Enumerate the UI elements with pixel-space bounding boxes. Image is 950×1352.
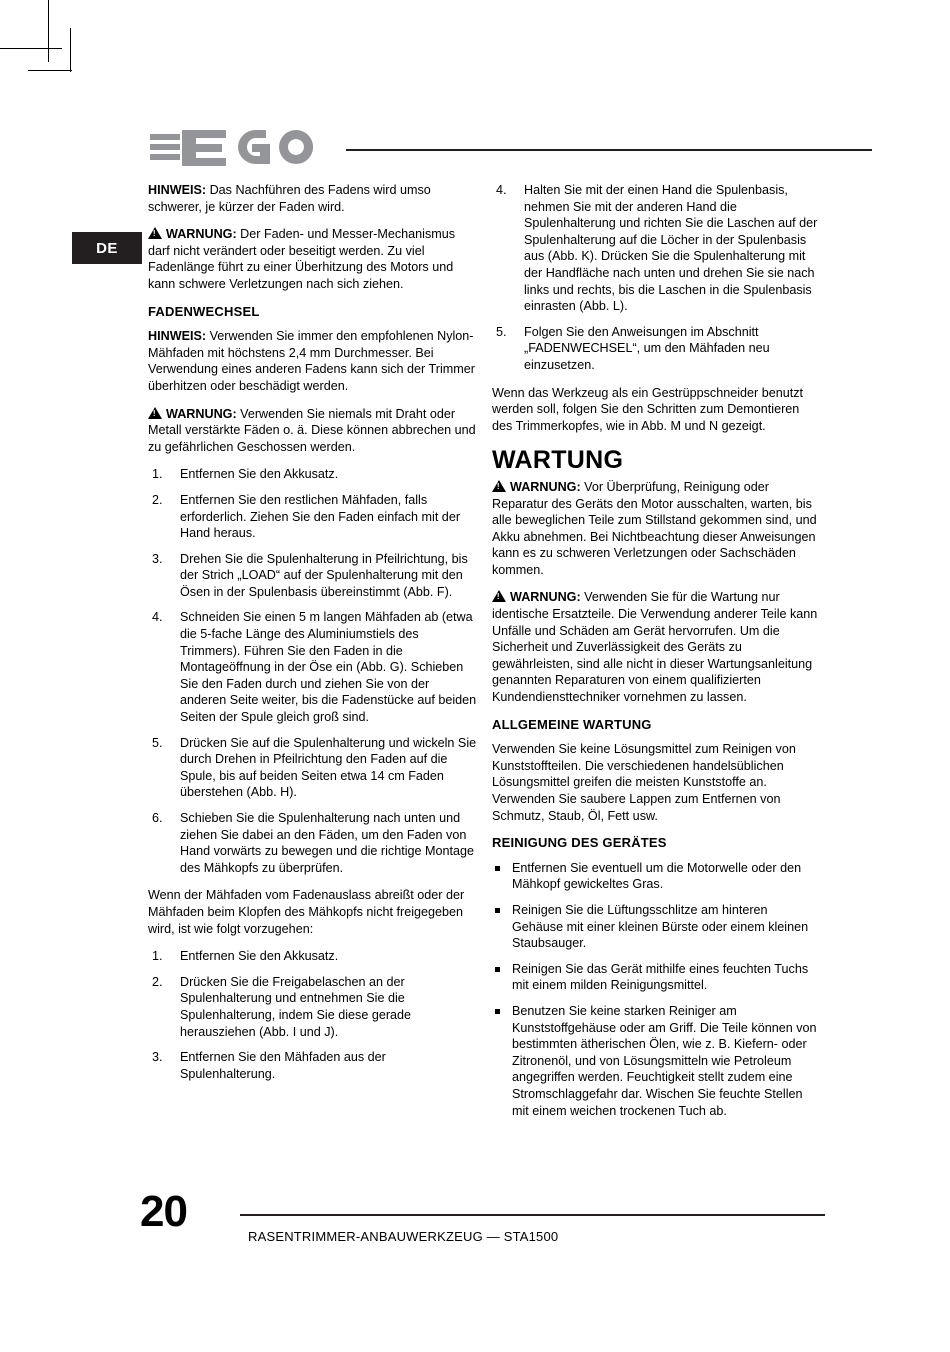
- note-1-label: HINWEIS:: [148, 183, 207, 197]
- footer-rule: [240, 1214, 825, 1216]
- section-heading-allgemeine-wartung: ALLGEMEINE WARTUNG: [492, 716, 652, 732]
- note-1-text: Das Nachführen des Fadens wird umso schwerer, je kürzer der Faden wird.: [148, 183, 431, 214]
- steps-list-a: [148, 466, 478, 876]
- list-item: Drücken Sie die Freigabelaschen an der Spulenhalterung und entnehmen Sie die Spulenhalterung, indem Sie diese gerade herausziehen (Abb. I und J).: [180, 974, 412, 1039]
- list-item: Schieben Sie die Spulenhalterung nach unten und ziehen Sie dabei an den Fäden, um den Faden von Hand vorwärts zu bewegen und die richtige Montage des Mähkopfs zu überprüfen.: [180, 811, 475, 875]
- page-header: [148, 118, 890, 176]
- note-1: [148, 182, 478, 215]
- warning-3-label: WARNUNG:: [510, 479, 581, 494]
- warning-1-text: Der Faden- und Messer-Mechanismus darf nicht verändert oder beseitigt werden. Zu viel Fadenlänge führt zu einer Überhitzung des Motors und kann schwere Verletzungen nach sich ziehen.: [148, 227, 456, 291]
- section-heading-fadenwechsel: FADENWECHSEL: [148, 303, 260, 319]
- list-item: Folgen Sie den Anweisungen im Abschnitt „FADENWECHSEL“, um den Mähfaden neu einzusetzen.: [524, 324, 770, 372]
- left-column: [148, 182, 478, 1093]
- steps-list-b-continued: [492, 182, 822, 374]
- list-item: Halten Sie mit der einen Hand die Spulenbasis, nehmen Sie mit der anderen Hand die Spulenhalterung und richten Sie die Laschen auf der Spulenhalterung auf die Löcher in der Spulenbasis aus (Abb. K). Drücken Sie die Spulenhalterung mit der Handfläche nach unten und drehen Sie sie nach links und rechts, bis die Laschen in die Spulenbasis einrasten (Abb. L).: [524, 183, 818, 314]
- warning-1-label: WARNUNG:: [166, 227, 237, 242]
- paragraph-b: Wenn der Mähfaden vom Fadenauslass abreißt oder der Mähfaden beim Klopfen des Mähkopfs nicht freigegeben wird, ist wie folgt vorzugehen:: [148, 888, 465, 936]
- warning-triangle-icon: [492, 590, 506, 602]
- list-item: Entfernen Sie den restlichen Mähfaden, falls erforderlich. Ziehen Sie den Faden einfach mit der Hand heraus.: [180, 492, 461, 541]
- warning-1: [148, 226, 478, 292]
- page-number: 20: [140, 1187, 187, 1236]
- list-item: Entfernen Sie den Akkusatz.: [180, 949, 339, 964]
- warning-2-text: Verwenden Sie niemals mit Draht oder Metall verstärkte Fäden o. ä. Diese können abbrechen und zu gefährlichen Geschossen werden.: [148, 406, 476, 454]
- note-2-text: Verwenden Sie immer den empfohlenen Nylon-Mähfaden mit höchstens 2,4 mm Durchmesser. Bei Verwendung eines anderen Fadens kann sich der Trimmer überhitzen oder beschädigt werden.: [148, 329, 475, 393]
- list-item: Entfernen Sie den Mähfaden aus der Spulenhalterung.: [180, 1050, 386, 1081]
- list-item: Drücken Sie auf die Spulenhalterung und wickeln Sie durch Drehen in Pfeilrichtung den Faden auf die Spule, bis auf beiden Seiten etwa 14 cm Faden überstehen (Abb. H).: [180, 735, 477, 800]
- warning-triangle-icon: [492, 480, 506, 492]
- language-tab: DE: [72, 232, 142, 264]
- paragraph-d: Verwenden Sie keine Lösungsmittel zum Reinigen von Kunststoffteilen. Die verschiedenen handelsüblichen Lösungsmittel greifen die meisten Kunststoffe an. Verwenden Sie saubere Lappen zum Entfernen von Schmutz, Staub, Öl, Fett usw.: [492, 742, 796, 823]
- steps-list-b: [148, 948, 478, 1082]
- note-2: [148, 328, 478, 394]
- list-item: Entfernen Sie eventuell um die Motorwelle oder den Mähkopf gewickeltes Gras.: [492, 860, 822, 893]
- main-heading-wartung: WARTUNG: [492, 446, 624, 475]
- list-item: Reinigen Sie das Gerät mithilfe eines feuchten Tuchs mit einem milden Reinigungsmittel.: [492, 961, 822, 994]
- warning-3-text: Vor Überprüfung, Reinigung oder Reparatur des Geräts den Motor ausschalten, warten, bis alle beweglichen Teile zum Stillstand gekommen sind, und Akku abnehmen. Bei Nichtbeachtung dieser Anweisungen kann es zu schweren Verletzungen oder Sachschäden kommen.: [492, 479, 817, 577]
- ego-logo: [148, 124, 328, 170]
- list-item: Benutzen Sie keine starken Reiniger am Kunststoffgehäuse oder am Griff. Die Teile können von bestimmten ätherischen Ölen, wie z. B. Kiefern- oder Zitronenöl, und von Lösungsmitteln wie Petroleum angegriffen werden. Feuchtigkeit stellt zudem eine Stromschlaggefahr dar. Wischen Sie feuchte Stellen mit einem weichen trockenen Tuch ab.: [492, 1003, 822, 1119]
- right-column: [492, 182, 822, 1130]
- warning-3: [492, 479, 822, 579]
- list-item: Reinigen Sie die Lüftungsschlitze am hinteren Gehäuse mit einer kleinen Bürste oder einem kleinen Staubsauger.: [492, 902, 822, 952]
- warning-4-label: WARNUNG:: [510, 590, 581, 605]
- header-rule: [346, 149, 872, 151]
- warning-2: [148, 406, 478, 456]
- list-item: Schneiden Sie einen 5 m langen Mähfaden ab (etwa die 5-fache Länge des Aluminiumstiels des Trimmers). Führen Sie den Faden in die Montageöffnung in der Öse ein (Abb. G). Schieben Sie den Faden durch und ziehen Sie von der anderen Seite weiter, bis die Fadenstücke auf beiden Seiten der Spule gleich groß sind.: [180, 610, 477, 725]
- warning-triangle-icon: [148, 407, 162, 419]
- paragraph-c: Wenn das Werkzeug als ein Gestrüppschneider benutzt werden soll, folgen Sie den Schritten zum Demontieren des Trimmerkopfes, wie in Abb. M und N gezeigt.: [492, 385, 804, 433]
- warning-4-text: Verwenden Sie für die Wartung nur identische Ersatzteile. Die Verwendung anderer Teile kann Unfälle und Schäden am Gerät hervorrufen. Um die Sicherheit und Zuverlässigkeit des Geräts zu gewährleisten, sind alle nicht in dieser Wartungsanleitung genannten Reparaturen von einem qualifizierten Kundendiensttechniker vornehmen zu lassen.: [492, 590, 818, 705]
- footer-text: RASENTRIMMER-ANBAUWERKZEUG — STA1500: [248, 1229, 559, 1244]
- warning-triangle-icon: [148, 227, 162, 239]
- list-item: Entfernen Sie den Akkusatz.: [180, 467, 339, 482]
- list-item: Drehen Sie die Spulenhalterung in Pfeilrichtung, bis der Strich „LOAD“ auf der Spulenhalterung mit den Ösen in der Spulenbasis übereinstimmt (Abb. F).: [180, 551, 468, 599]
- warning-4: [492, 589, 822, 705]
- cleaning-bullet-list: [492, 860, 822, 1119]
- note-2-label: HINWEIS:: [148, 329, 207, 344]
- section-heading-reinigung: REINIGUNG DES GERÄTES: [492, 835, 667, 851]
- warning-2-label: WARNUNG:: [166, 406, 237, 421]
